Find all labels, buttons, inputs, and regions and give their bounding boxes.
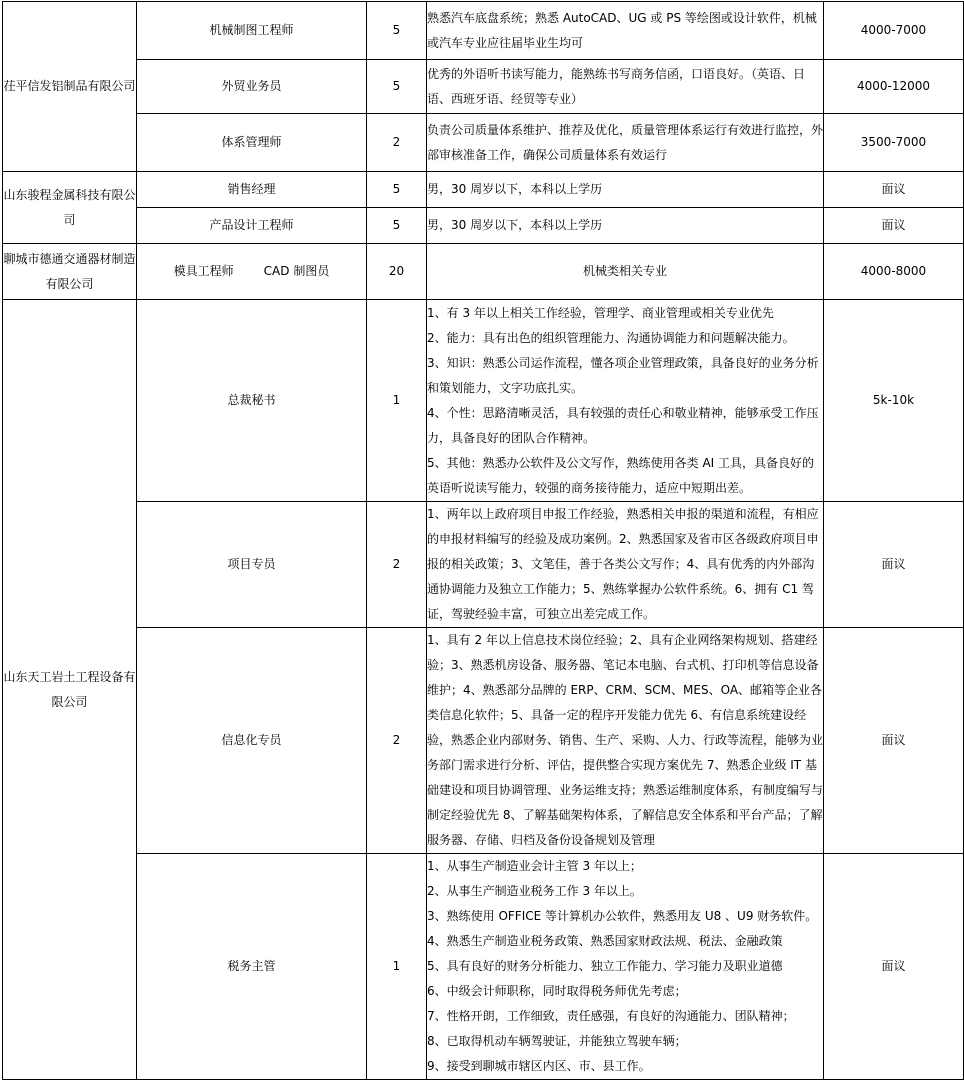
requirements-cell: 负责公司质量体系维护、推荐及优化，质量管理体系运行有效进行监控，外部审核准备工作，确保公司质量体系有效运行 <box>427 114 824 172</box>
position-cell: 信息化专员 <box>137 628 367 854</box>
salary-cell: 面议 <box>824 208 964 244</box>
table-row <box>3 300 964 502</box>
count-cell: 2 <box>367 628 427 854</box>
requirement-line: 3、知识：熟悉公司运作流程，懂各项企业管理政策，具备良好的业务分析和策划能力，文字功底扎实。 <box>427 355 819 395</box>
recruitment-table <box>2 1 964 1080</box>
requirement-line: 1、有 3 年以上相关工作经验，管理学、商业管理或相关专业优先 <box>427 305 774 320</box>
requirements-cell: 机械类相关专业 <box>427 244 824 300</box>
company-cell: 山东天工岩土工程设备有限公司 <box>3 300 137 1080</box>
position-cell: 税务主管 <box>137 854 367 1080</box>
count-cell: 1 <box>367 854 427 1080</box>
table-row <box>3 2 964 60</box>
salary-cell: 面议 <box>824 854 964 1080</box>
company-cell: 聊城市德通交通器材制造有限公司 <box>3 244 137 300</box>
requirements-cell: 1、具有 2 年以上信息技术岗位经验；2、具有企业网络架构规划、搭建经验；3、熟悉机房设备、服务器、笔记本电脑、台式机、打印机等信息设备维护；4、熟悉部分品牌的 ERP、CRM、SCM、MES、OA、邮箱等企业各类信息化软件；5、具备一定的程序开发能力优先 6、有信息系统建设经验，熟悉企业内部财务、销售、生产、采购、人力、行政等流程，能够为业务部门需求进行分析、评估，提供整合实现方案优先 7、熟悉企业级 IT 基础建设和项目协调管理、业务运维支持；熟悉运维制度体系，有制度编写与制定经验优先 8、了解基础架构体系，了解信息安全体系和平台产品；了解服务器、存储、归档及备份设备规划及管理 <box>427 628 824 854</box>
requirements-cell: 男，30 周岁以下，本科以上学历 <box>427 172 824 208</box>
requirement-line: 6、中级会计师职称，同时取得税务师优先考虑； <box>427 984 687 998</box>
requirements-cell: 1、两年以上政府项目申报工作经验，熟悉相关申报的渠道和流程，有相应的申报材料编写的经验及成功案例。2、熟悉国家及省市区各级政府项目申报的相关政策；3、文笔佳，善于各类公文写作；4、具有优秀的内外部沟通协调能力及独立工作能力；5、熟练掌握办公软件系统。6、拥有 C1 驾证，驾驶经验丰富，可独立出差完成工作。 <box>427 502 824 628</box>
table-row <box>3 244 964 300</box>
count-cell: 5 <box>367 208 427 244</box>
position-mold-engineer: 模具工程师 <box>173 264 234 278</box>
requirements-cell <box>427 300 824 502</box>
count-cell: 20 <box>367 244 427 300</box>
requirement-line: 4、熟悉生产制造业税务政策、熟悉国家财政法规、税法、金融政策 <box>427 934 783 948</box>
count-cell: 5 <box>367 60 427 114</box>
salary-cell: 5k-10k <box>824 300 964 502</box>
salary-cell: 4000-12000 <box>824 60 964 114</box>
position-cell: 体系管理师 <box>137 114 367 172</box>
table-row <box>3 628 964 854</box>
salary-cell: 4000-7000 <box>824 2 964 60</box>
table-row <box>3 208 964 244</box>
count-cell: 2 <box>367 502 427 628</box>
position-cell: 产品设计工程师 <box>137 208 367 244</box>
position-cell: 项目专员 <box>137 502 367 628</box>
count-cell: 1 <box>367 300 427 502</box>
count-cell: 2 <box>367 114 427 172</box>
requirement-line: 2、从事生产制造业税务工作 3 年以上。 <box>427 884 642 898</box>
position-cell: 销售经理 <box>137 172 367 208</box>
requirement-line: 7、性格开朗，工作细致，责任感强，有良好的沟通能力、团队精神； <box>427 1009 795 1023</box>
position-cad-drafter: CAD 制图员 <box>263 264 330 278</box>
requirements-cell <box>427 854 824 1080</box>
requirement-line: 1、从事生产制造业会计主管 3 年以上； <box>427 859 642 873</box>
table-row <box>3 114 964 172</box>
position-cell: 机械制图工程师 <box>137 2 367 60</box>
salary-cell: 面议 <box>824 628 964 854</box>
requirement-line: 5、其他：熟悉办公软件及公文写作，熟练使用各类 AI 工具，具备良好的英语听说读写能力，较强的商务接待能力，适应中短期出差。 <box>427 455 815 495</box>
table-row <box>3 502 964 628</box>
position-cell <box>137 244 367 300</box>
requirements-cell: 男，30 周岁以下，本科以上学历 <box>427 208 824 244</box>
table-row <box>3 172 964 208</box>
requirement-line: 3、熟练使用 OFFICE 等计算机办公软件，熟悉用友 U8 、U9 财务软件。 <box>427 909 818 923</box>
salary-cell: 面议 <box>824 502 964 628</box>
table-row <box>3 60 964 114</box>
company-cell: 山东骏程金属科技有限公司 <box>3 172 137 244</box>
requirement-line: 5、具有良好的财务分析能力、独立工作能力、学习能力及职业道德 <box>427 959 783 973</box>
company-cell: 茌平信发铝制品有限公司 <box>3 2 137 172</box>
count-cell: 5 <box>367 2 427 60</box>
position-cell: 总裁秘书 <box>137 300 367 502</box>
position-cell: 外贸业务员 <box>137 60 367 114</box>
count-cell: 5 <box>367 172 427 208</box>
requirements-cell: 优秀的外语听书读写能力，能熟练书写商务信函，口语良好。（英语、日语、西班牙语、经贸等专业） <box>427 60 824 114</box>
requirement-line: 9、接受到聊城市辖区内区、市、县工作。 <box>427 1059 651 1073</box>
salary-cell: 面议 <box>824 172 964 208</box>
requirement-line: 2、能力：具有出色的组织管理能力、沟通协调能力和问题解决能力。 <box>427 330 795 345</box>
salary-cell: 4000-8000 <box>824 244 964 300</box>
requirement-line: 8、已取得机动车辆驾驶证，并能独立驾驶车辆； <box>427 1034 687 1048</box>
requirement-line: 4、个性：思路清晰灵活，具有较强的责任心和敬业精神，能够承受工作压力，具备良好的团队合作精神。 <box>427 405 819 445</box>
salary-cell: 3500-7000 <box>824 114 964 172</box>
requirements-cell: 熟悉汽车底盘系统；熟悉 AutoCAD、UG 或 PS 等绘图或设计软件，机械或汽车专业应往届毕业生均可 <box>427 2 824 60</box>
table-row <box>3 854 964 1080</box>
